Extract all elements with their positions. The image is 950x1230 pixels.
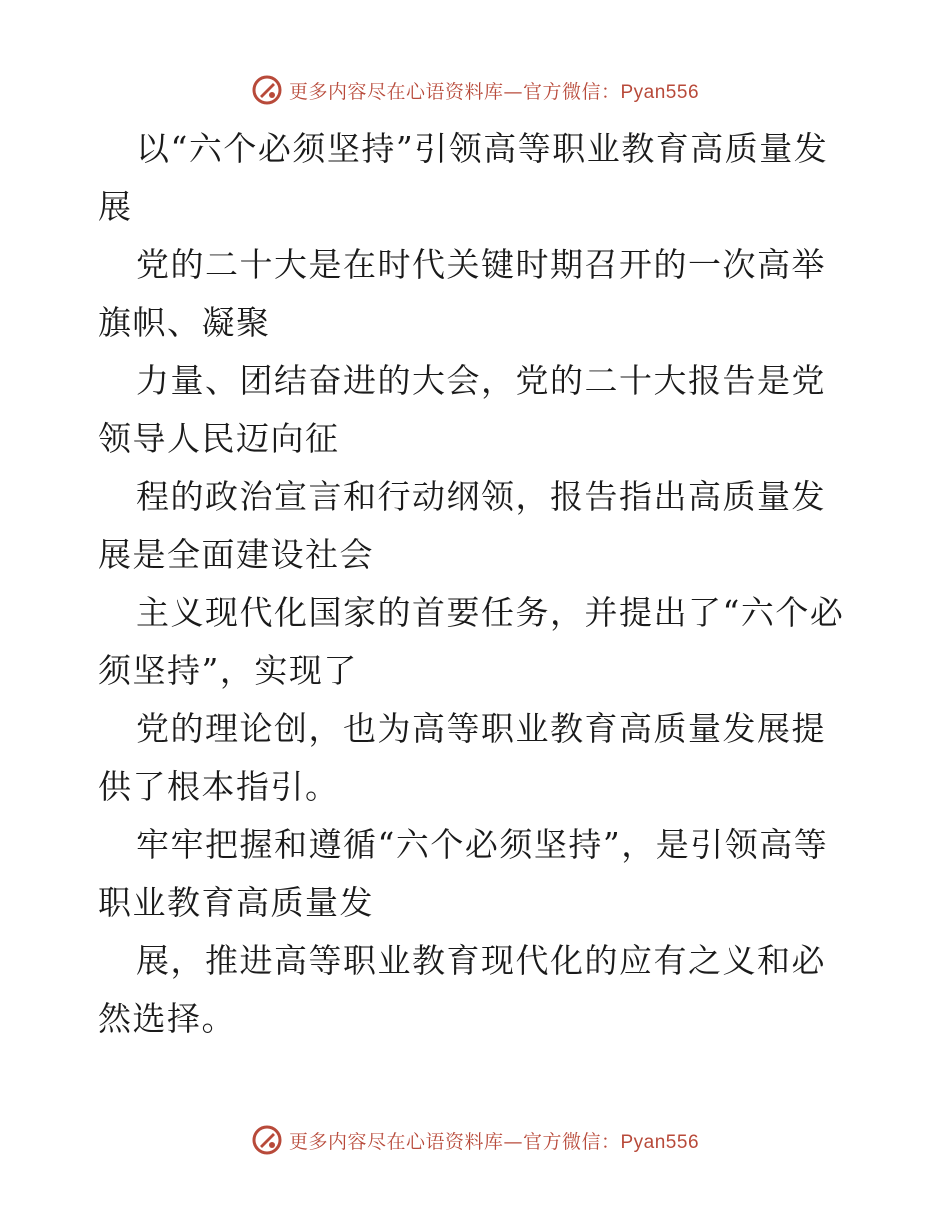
paragraph: 展，推进高等职业教育现代化的应有之义和必然选择。: [98, 941, 826, 1038]
paragraph: 程的政治宣言和行动纲领，报告指出高质量发展是全面建设社会: [98, 477, 826, 574]
paragraph-title: 以“六个必须坚持”引领高等职业教育高质量发展: [98, 129, 829, 226]
watermark-id: Pyan556: [620, 81, 700, 103]
watermark-id: Pyan556: [620, 1131, 700, 1153]
seal-logo-icon: [251, 74, 283, 106]
watermark-text: 更多内容尽在心语资料库—官方微信：Pyan556: [288, 80, 700, 103]
header-watermark: [0, 70, 950, 110]
paragraph: 牢牢把握和遵循“六个必须坚持”，是引领高等职业教育高质量发: [98, 825, 829, 922]
paragraph: 党的理论创，也为高等职业教育高质量发展提供了根本指引。: [98, 709, 826, 806]
document-body: [98, 120, 858, 1048]
paragraph: 力量、团结奋进的大会，党的二十大报告是党领导人民迈向征: [98, 361, 826, 458]
watermark-text: 更多内容尽在心语资料库—官方微信：Pyan556: [288, 1130, 700, 1153]
paragraph: 主义现代化国家的首要任务，并提出了“六个必须坚持”，实现了: [98, 593, 845, 690]
seal-logo-icon: [251, 1124, 283, 1156]
footer-watermark: [0, 1120, 950, 1160]
paragraph: 党的二十大是在时代关键时期召开的一次高举旗帜、凝聚: [98, 245, 826, 342]
